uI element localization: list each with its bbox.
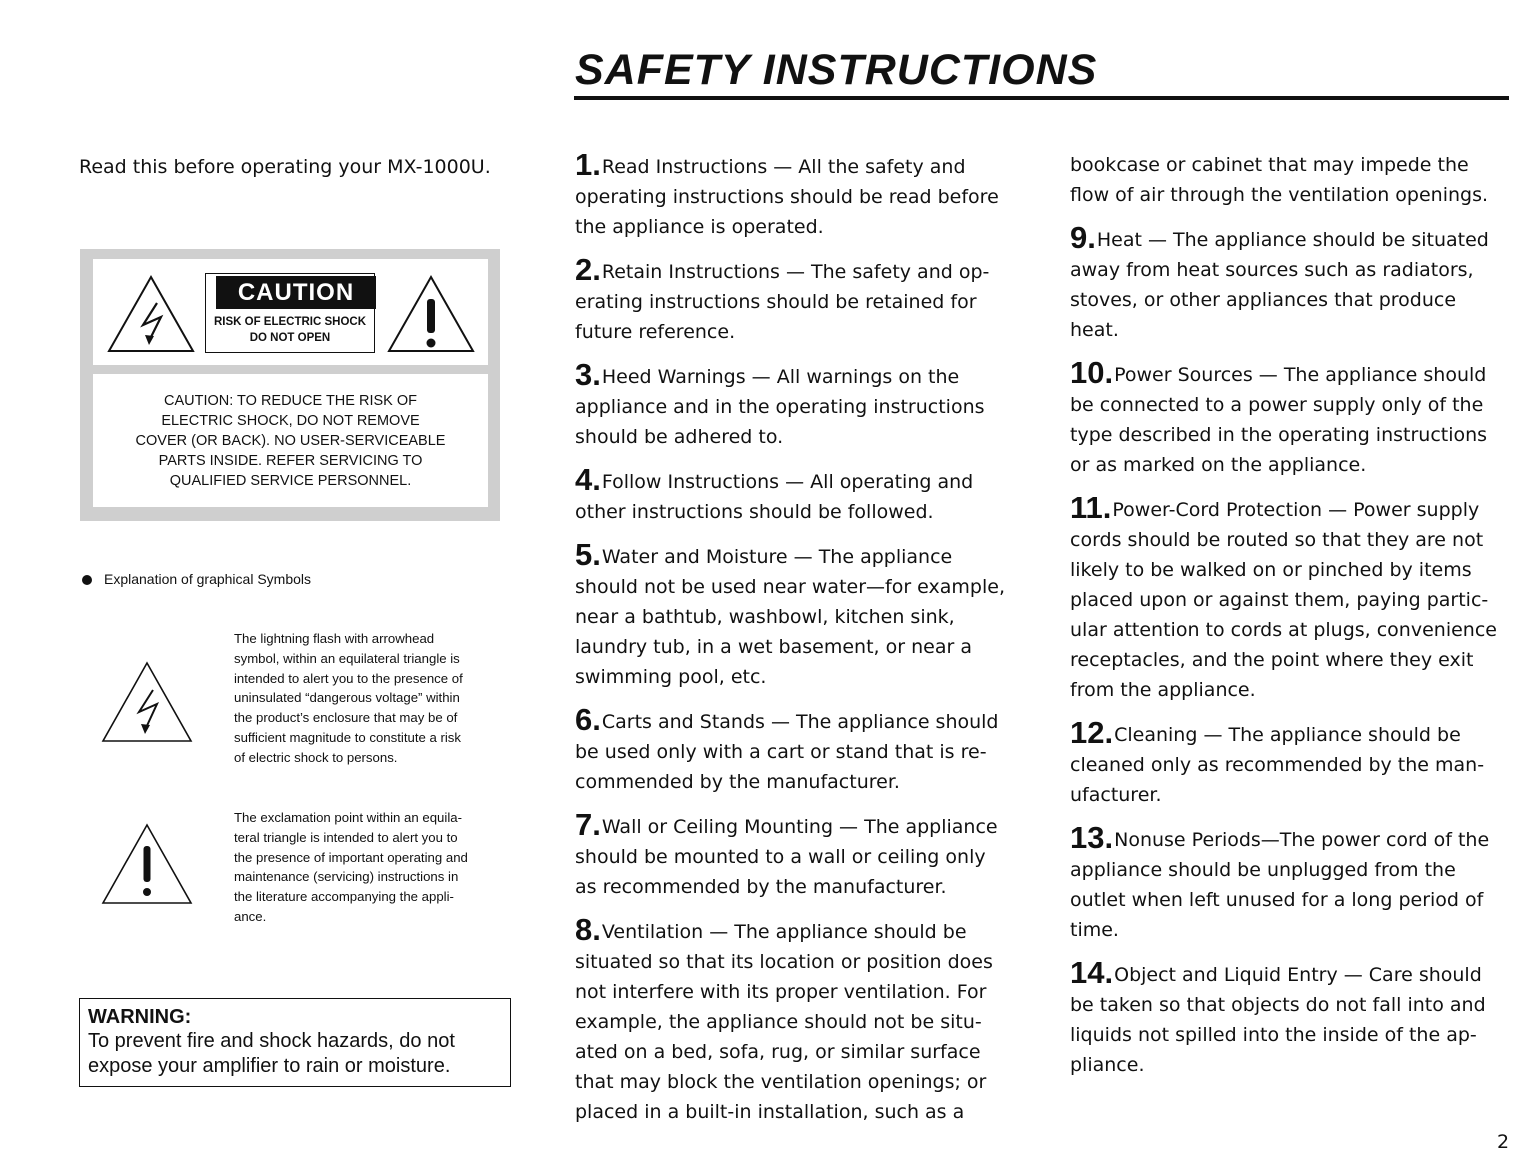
item-line: Cleaning — The appliance should be [1114, 724, 1461, 746]
exclamation-explanation [234, 808, 524, 927]
page-title: SAFETY INSTRUCTIONS [575, 46, 1098, 94]
explanation-line: the literature accompanying the appli- [234, 889, 454, 905]
warning-line: To prevent fire and shock hazards, do not [88, 1030, 455, 1052]
item-number: 7. [575, 807, 601, 842]
caution-text-line: PARTS INSIDE. REFER SERVICING TO [158, 452, 423, 469]
explanation-line: The exclamation point within an equila- [234, 810, 462, 825]
caution-panel [80, 249, 500, 521]
item-line: time. [1070, 919, 1119, 941]
item-line: Retain Instructions — The safety and op- [601, 261, 990, 283]
instruction-item [575, 147, 1025, 242]
item-number: 12. [1070, 715, 1114, 750]
item-number: 14. [1070, 955, 1114, 990]
item-line: flow of air through the ventilation openings. [1070, 184, 1489, 206]
caution-panel-text [93, 374, 488, 507]
item-line: Power Sources — The appliance should [1114, 364, 1487, 386]
item-number: 4. [575, 462, 601, 497]
lightning-explanation [234, 629, 524, 768]
item-line: as recommended by the manufacturer. [575, 876, 947, 898]
caution-word: CAUTION [216, 276, 376, 309]
item-line: appliance and in the operating instructions [575, 396, 985, 418]
instruction-item [575, 912, 1025, 1127]
instruction-item [1070, 355, 1510, 480]
item-number: 10. [1070, 355, 1114, 390]
caution-text-line: CAUTION: TO REDUCE THE RISK OF [164, 392, 417, 409]
item-line: should not be used near water—for example, [575, 576, 1006, 598]
item-number: 13. [1070, 820, 1114, 855]
instructions-column-1 [575, 147, 1025, 1140]
explanation-line: symbol, within an equilateral triangle is [234, 650, 460, 666]
item-line: ufacturer. [1070, 784, 1162, 806]
caution-text-line: ELECTRIC SHOCK, DO NOT REMOVE [161, 412, 420, 429]
item-number: 5. [575, 537, 601, 572]
caution-sub-line: RISK OF ELECTRIC SHOCK [213, 316, 367, 328]
caution-subtext [206, 314, 374, 346]
item-line: bookcase or cabinet that may impede the [1070, 154, 1469, 176]
item-line: Ventilation — The appliance should be [601, 921, 967, 943]
item-line: cleaned only as recommended by the man- [1070, 754, 1485, 776]
warning-box [79, 998, 511, 1087]
item-line: pliance. [1070, 1054, 1145, 1076]
item-line: erating instructions should be retained for [575, 291, 977, 313]
item-line: future reference. [575, 321, 736, 343]
item-line: Read Instructions — All the safety and [601, 156, 966, 178]
item-number: 8. [575, 912, 601, 947]
item-line: swimming pool, etc. [575, 666, 767, 688]
item-line: receptacles, and the point where they exit [1070, 649, 1474, 671]
item-number: 1. [575, 147, 601, 182]
instruction-item [575, 807, 1025, 902]
item-line: be connected to a power supply only of the [1070, 394, 1484, 416]
explanation-line: the product’s enclosure that may be of [234, 710, 458, 726]
item-line: likely to be walked on or pinched by items [1070, 559, 1472, 581]
instruction-item [1070, 955, 1510, 1080]
item-line: cords should be routed so that they are not [1070, 529, 1484, 551]
instruction-item [575, 252, 1025, 347]
item-line: Follow Instructions — All operating and [601, 471, 974, 493]
explanation-line: The lightning flash with arrowhead [234, 631, 435, 646]
lightning-triangle-icon [100, 660, 194, 744]
instruction-continuation [1070, 150, 1510, 210]
warning-heading: WARNING: [88, 1006, 192, 1028]
item-line: Heat — The appliance should be situated [1096, 229, 1489, 251]
item-line: laundry tub, in a wet basement, or near a [575, 636, 972, 658]
title-underline [574, 96, 1509, 100]
item-line: from the appliance. [1070, 679, 1256, 701]
explanation-line: sufficient magnitude to constitute a risk [234, 729, 461, 745]
explanation-line: teral triangle is intended to alert you to [234, 829, 458, 845]
explanation-line: ance. [234, 908, 267, 924]
instruction-item [575, 462, 1025, 527]
item-line: Nonuse Periods—The power cord of the [1114, 829, 1490, 851]
item-line: placed upon or against them, paying partic- [1070, 589, 1489, 611]
item-line: liquids not spilled into the inside of the ap- [1070, 1024, 1477, 1046]
item-line: type described in the operating instructions [1070, 424, 1488, 446]
item-line: ated on a bed, sofa, rug, or similar surface [575, 1041, 981, 1063]
exclamation-triangle-icon [100, 822, 194, 906]
explanation-line: of electric shock to persons. [234, 749, 398, 765]
item-line: Water and Moisture — The appliance [601, 546, 953, 568]
item-line: placed in a built-in installation, such as a [575, 1101, 965, 1123]
caution-label [205, 273, 375, 353]
item-line: Object and Liquid Entry — Care should [1114, 964, 1482, 986]
caution-sub-line: DO NOT OPEN [249, 332, 331, 344]
item-line: situated so that its location or position does [575, 951, 993, 973]
explanation-line: maintenance (servicing) instructions in [234, 869, 459, 885]
item-line: appliance should be unplugged from the [1070, 859, 1456, 881]
item-line: should be adhered to. [575, 426, 784, 448]
symbols-heading-text: Explanation of graphical Symbols [104, 571, 312, 587]
caution-text-line: QUALIFIED SERVICE PERSONNEL. [169, 472, 412, 489]
symbols-heading [82, 571, 311, 587]
instructions-column-2 [1070, 150, 1510, 1093]
explanation-line: intended to alert you to the presence of [234, 670, 463, 686]
item-line: operating instructions should be read before [575, 186, 999, 208]
instruction-item [575, 537, 1025, 692]
item-line: commended by the manufacturer. [575, 771, 900, 793]
item-line: ular attention to cords at plugs, convenience [1070, 619, 1497, 641]
item-line: that may block the ventilation openings; or [575, 1071, 987, 1093]
item-line: example, the appliance should not be situ- [575, 1011, 982, 1033]
lightning-warning-icon [105, 273, 197, 355]
instruction-item [1070, 490, 1510, 705]
item-line: not interfere with its proper ventilation. For [575, 981, 987, 1003]
item-line: be taken so that objects do not fall into and [1070, 994, 1486, 1016]
item-line: Heed Warnings — All warnings on the [601, 366, 960, 388]
warning-line: expose your amplifier to rain or moisture. [88, 1055, 451, 1077]
item-line: outlet when left unused for a long period of [1070, 889, 1484, 911]
caution-text-line: COVER (OR BACK). NO USER-SERVICEABLE [135, 432, 446, 449]
item-line: heat. [1070, 319, 1119, 341]
instruction-item [575, 702, 1025, 797]
instruction-item [575, 357, 1025, 452]
exclamation-warning-icon [385, 273, 477, 355]
item-number: 11. [1070, 490, 1112, 525]
item-number: 3. [575, 357, 601, 392]
item-line: should be mounted to a wall or ceiling only [575, 846, 986, 868]
item-line: away from heat sources such as radiators, [1070, 259, 1474, 281]
item-line: Wall or Ceiling Mounting — The appliance [601, 816, 998, 838]
item-line: near a bathtub, washbowl, kitchen sink, [575, 606, 955, 628]
item-line: or as marked on the appliance. [1070, 454, 1367, 476]
explanation-line: the presence of important operating and [234, 849, 468, 865]
instruction-item [1070, 715, 1510, 810]
caution-panel-top [93, 259, 488, 365]
item-line: Power-Cord Protection — Power supply [1112, 499, 1480, 521]
bullet-icon [82, 575, 92, 585]
instruction-item [1070, 820, 1510, 945]
item-number: 9. [1070, 220, 1096, 255]
intro-text: Read this before operating your MX-1000U. [79, 156, 491, 178]
explanation-line: uninsulated “dangerous voltage” within [234, 690, 460, 706]
item-line: Carts and Stands — The appliance should [601, 711, 999, 733]
item-number: 2. [575, 252, 601, 287]
item-line: the appliance is operated. [575, 216, 824, 238]
item-line: stoves, or other appliances that produce [1070, 289, 1457, 311]
item-line: other instructions should be followed. [575, 501, 934, 523]
item-line: be used only with a cart or stand that is re- [575, 741, 987, 763]
page-number: 2 [1497, 1131, 1510, 1153]
item-number: 6. [575, 702, 601, 737]
instruction-item [1070, 220, 1510, 345]
